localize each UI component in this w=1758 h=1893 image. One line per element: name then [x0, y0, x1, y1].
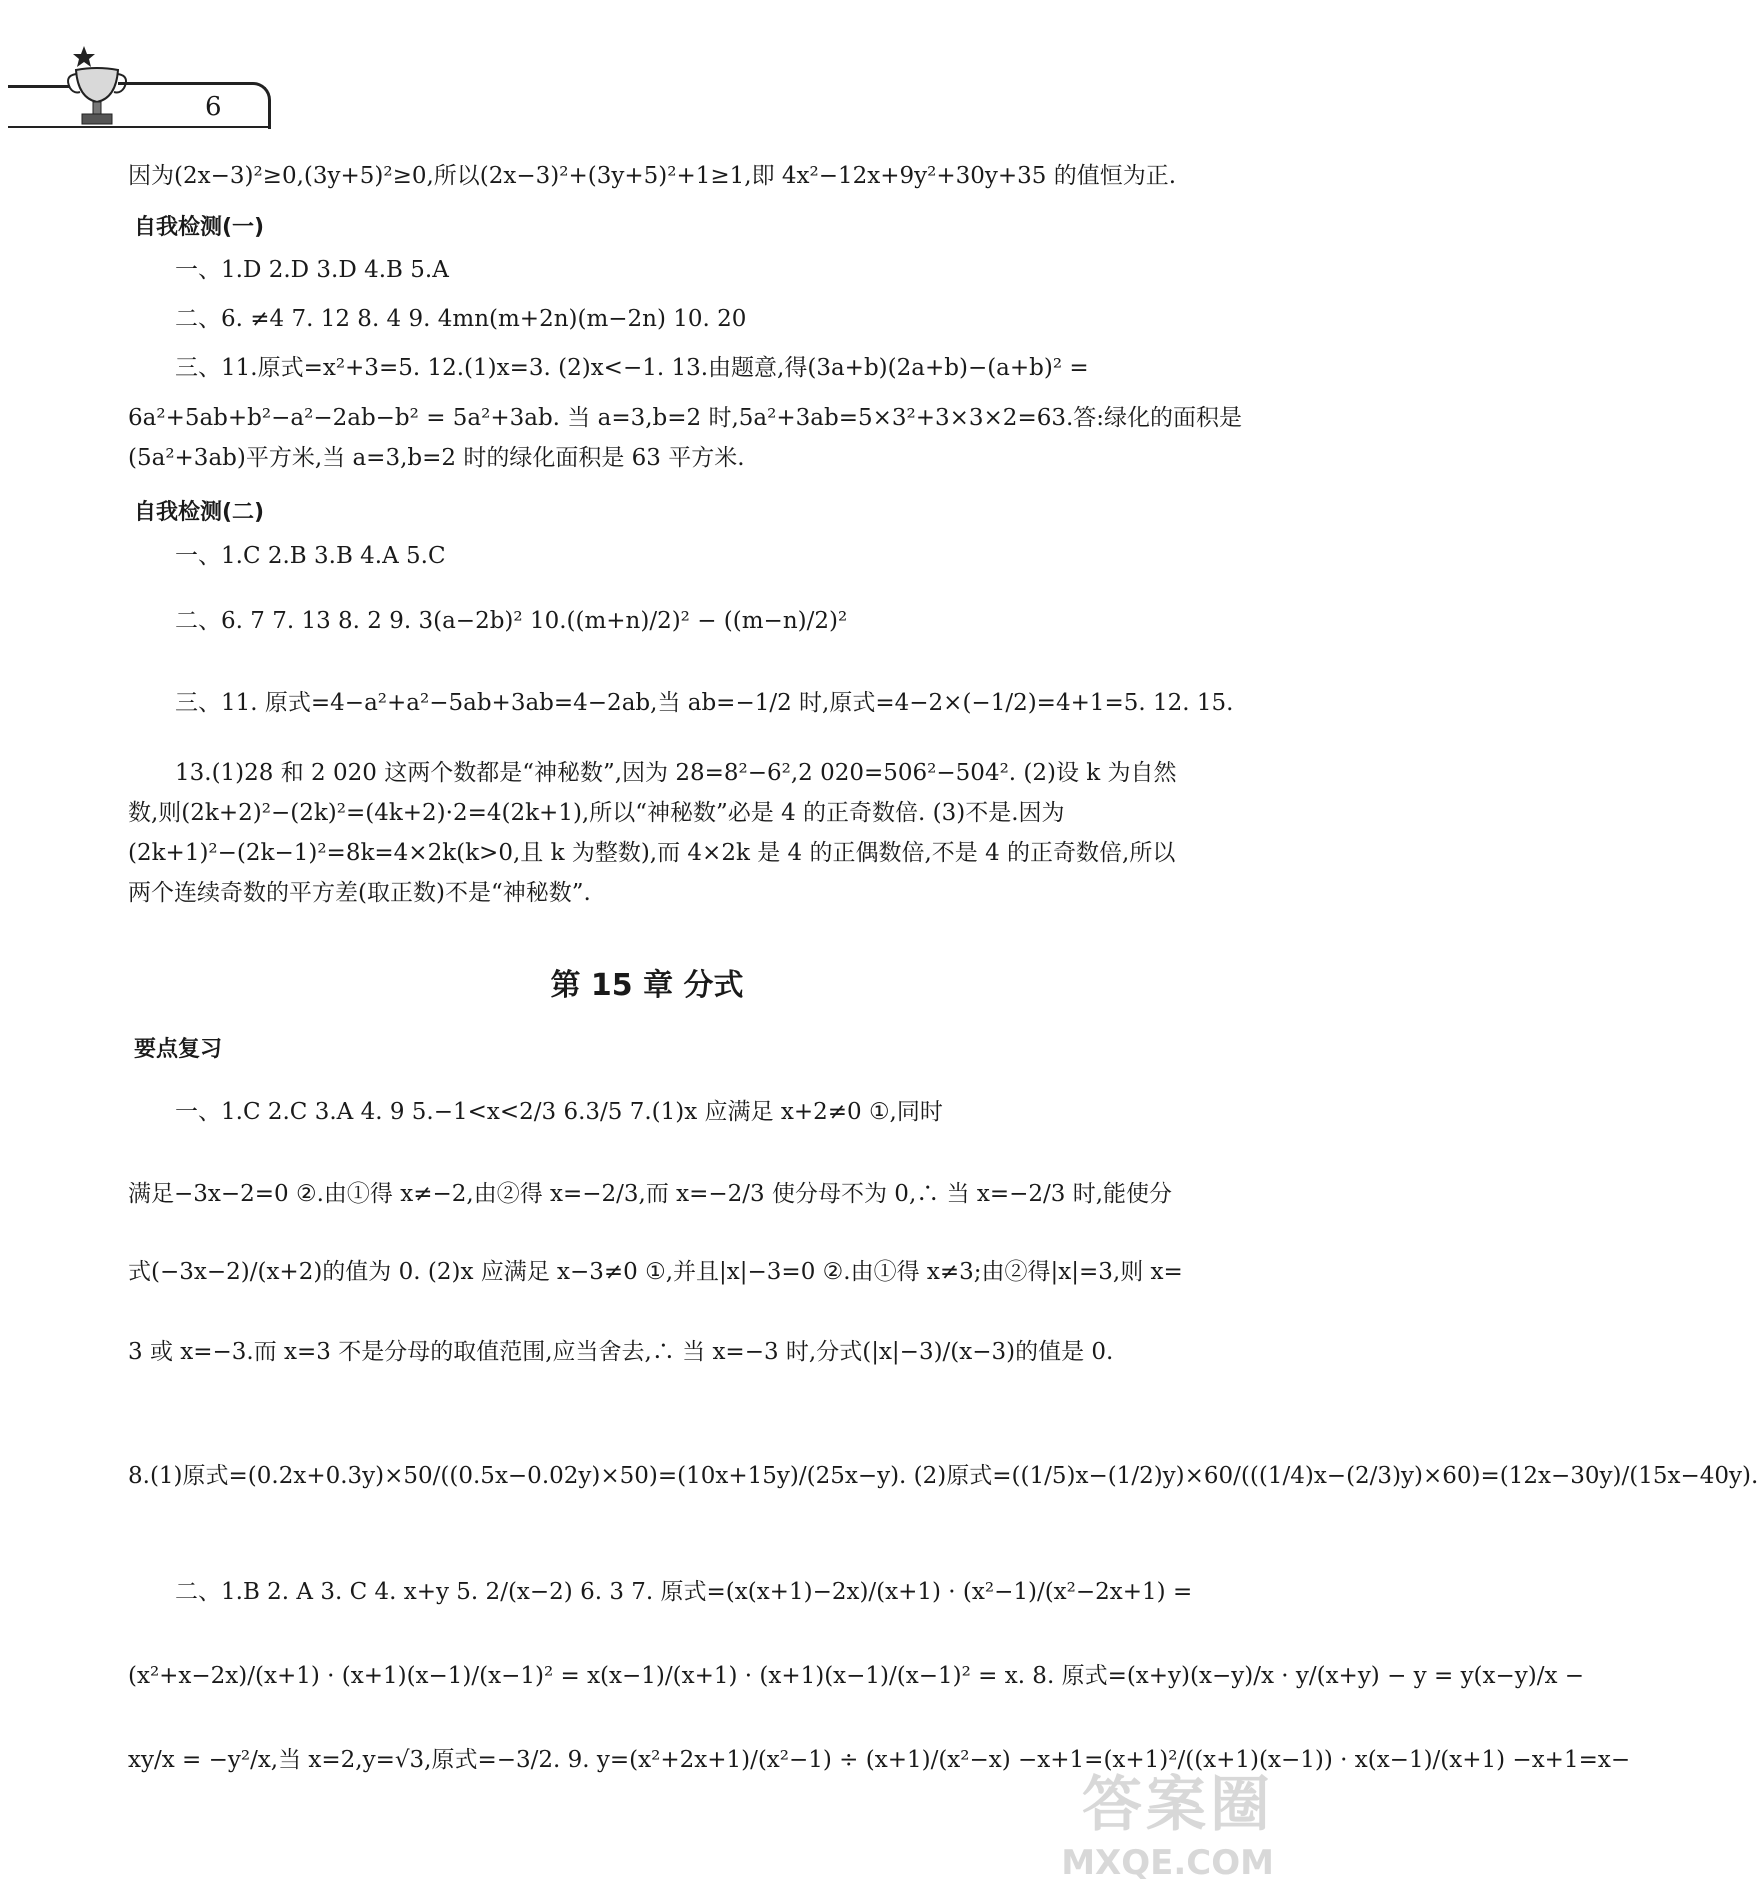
answer-line: 二、1.B 2. A 3. C 4. x+y 5. 2/(x−2) 6. 3 7. 原式=(x(x+1)−2x)/(x+1) · (x²−1)/(x²−2x+1) =	[175, 1579, 1193, 1605]
answer-line: 三、11. 原式=4−a²+a²−5ab+3ab=4−2ab,当 ab=−1/2 时,原式=4−2×(−1/2)=4+1=5. 12. 15.	[175, 690, 1234, 716]
text-line: 两个连续奇数的平方差(取正数)不是“神秘数”.	[128, 880, 591, 906]
answer-line: 三、11.原式=x²+3=5. 12.(1)x=3. (2)x<−1. 13.由题意,得(3a+b)(2a+b)−(a+b)² =	[175, 355, 1089, 381]
text-line: 满足−3x−2=0 ②.由①得 x≠−2,由②得 x=−2/3,而 x=−2/3 使分母不为 0,∴ 当 x=−2/3 时,能使分	[128, 1181, 1173, 1207]
answer-line: 一、1.C 2.B 3.B 4.A 5.C	[175, 543, 446, 569]
text-line: 8.(1)原式=(0.2x+0.3y)×50/((0.5x−0.02y)×50)=(10x+15y)/(25x−y). (2)原式=((1/5)x−(1/2)y)×60/(((1/4)x−(2/3)y)×60)=(12x−30y)/(15x−40y).	[128, 1463, 1758, 1489]
section-heading: 自我检测(一)	[128, 210, 270, 241]
watermark-logo: 答案圈	[1082, 1770, 1274, 1840]
text-line: (5a²+3ab)平方米,当 a=3,b=2 时的绿化面积是 63 平方米.	[128, 445, 745, 471]
section-heading: 自我检测(二)	[128, 495, 270, 526]
text-line: xy/x = −y²/x,当 x=2,y=√3,原式=−3/2. 9. y=(x²+2x+1)/(x²−1) ÷ (x+1)/(x²−x) −x+1=(x+1)²/((x+1)(x−1)) · x(x−1)/(x+1) −x+1=x−	[128, 1747, 1631, 1773]
chapter-title: 第 15 章 分式	[550, 968, 744, 1003]
answer-line: 二、6. 7 7. 13 8. 2 9. 3(a−2b)² 10.((m+n)/2)² − ((m−n)/2)²	[175, 608, 848, 634]
answer-line: 一、1.C 2.C 3.A 4. 9 5.−1<x<2/3 6.3/5 7.(1)x 应满足 x+2≠0 ①,同时	[175, 1099, 943, 1125]
text-line: 数,则(2k+2)²−(2k)²=(4k+2)·2=4(2k+1),所以“神秘数”必是 4 的正奇数倍. (3)不是.因为	[128, 800, 1065, 826]
page-number: 6	[205, 92, 222, 122]
header-baseline	[8, 126, 268, 128]
text-line: 6a²+5ab+b²−a²−2ab−b² = 5a²+3ab. 当 a=3,b=2 时,5a²+3ab=5×3²+3×3×2=63.答:绿化的面积是	[128, 405, 1243, 431]
section-heading: 要点复习	[128, 1032, 228, 1063]
answer-line: 二、6. ≠4 7. 12 8. 4 9. 4mn(m+2n)(m−2n) 10. 20	[175, 306, 747, 332]
text-line: 3 或 x=−3.而 x=3 不是分母的取值范围,应当舍去,∴ 当 x=−3 时,分式(|x|−3)/(x−3)的值是 0.	[128, 1339, 1114, 1365]
page-header	[0, 0, 300, 140]
header-rule	[8, 85, 70, 88]
watermark	[1061, 1757, 1274, 1883]
header-bracket	[118, 82, 271, 129]
text-line: 式(−3x−2)/(x+2)的值为 0. (2)x 应满足 x−3≠0 ①,并且|x|−3=0 ②.由①得 x≠3;由②得|x|=3,则 x=	[128, 1259, 1183, 1285]
watermark-url: MXQE.COM	[1061, 1843, 1274, 1883]
answer-line: 一、1.D 2.D 3.D 4.B 5.A	[175, 257, 449, 283]
answer-line: 13.(1)28 和 2 020 这两个数都是“神秘数”,因为 28=8²−6²,2 020=506²−504². (2)设 k 为自然	[175, 760, 1177, 786]
text-line: (2k+1)²−(2k−1)²=8k=4×2k(k>0,且 k 为整数),而 4×2k 是 4 的正偶数倍,不是 4 的正奇数倍,所以	[128, 840, 1176, 866]
text-line: (x²+x−2x)/(x+1) · (x+1)(x−1)/(x−1)² = x(x−1)/(x+1) · (x+1)(x−1)/(x−1)² = x. 8. 原式=(x+y)(x−y)/x · y/(x+y) − y = y(x−y)/x −	[128, 1663, 1585, 1689]
text-line: 因为(2x−3)²≥0,(3y+5)²≥0,所以(2x−3)²+(3y+5)²+1≥1,即 4x²−12x+9y²+30y+35 的值恒为正.	[128, 163, 1177, 189]
